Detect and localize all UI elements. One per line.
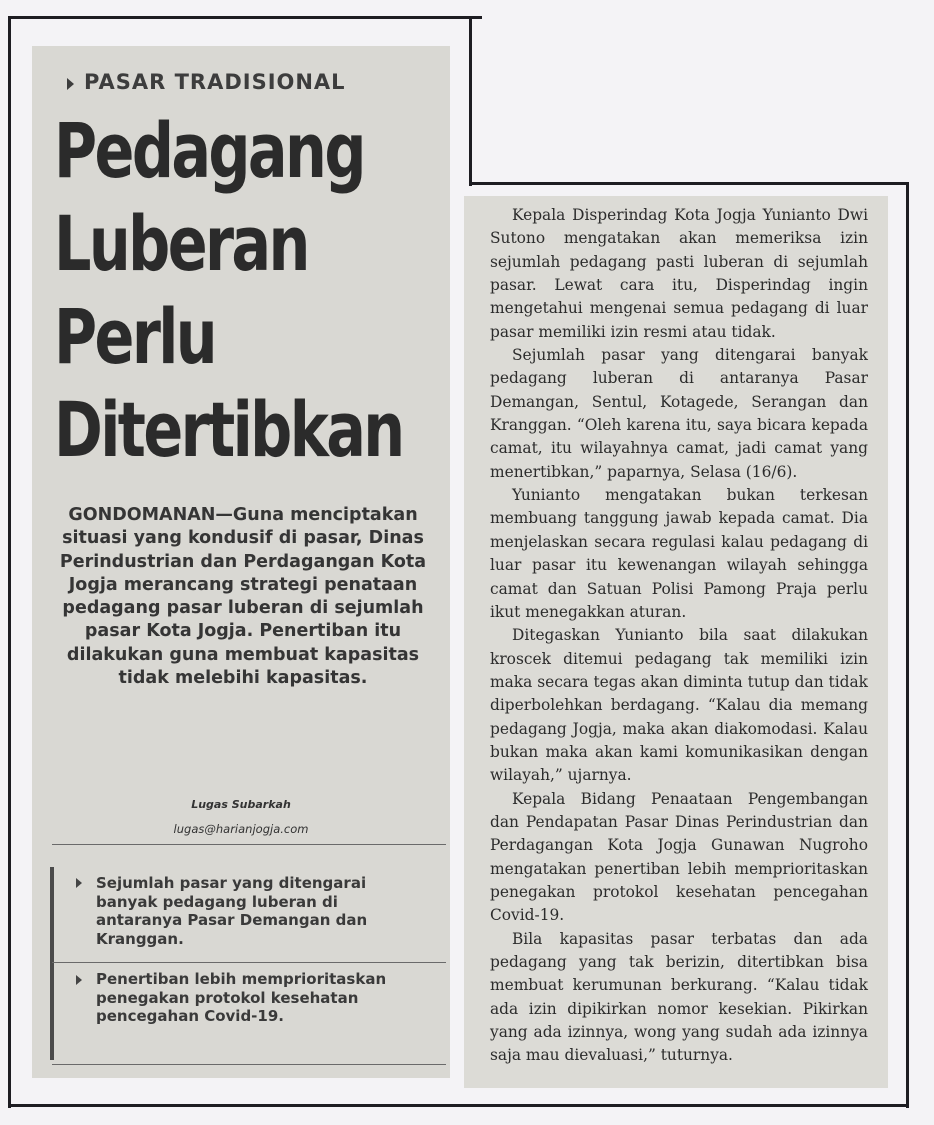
divider [52, 1064, 446, 1065]
body-paragraph: Yunianto mengatakan bukan terkesan membuang tanggung jawab kepada camat. Dia menjelaskan secara regulasi kalau pedagang di luar pasar itu kewenangan wilayah sehingga camat dan Satuan Polisi Pamong Praja perlu ikut menegakkan aturan. [490, 486, 868, 621]
highlight-item: Sejumlah pasar yang ditengarai banyak pedagang luberan di antaranya Pasar Demangan dan Kranggan. [96, 874, 368, 948]
frame-line-bottom [8, 1104, 909, 1107]
headline-line: Pedagang [54, 106, 364, 195]
body-paragraph: Kepala Bidang Penaataan Pengembangan dan Pendapatan Pasar Dinas Perindustrian dan Perdagangan Kota Jogja Gunawan Nugroho mengatakan penertiban lebih memprioritaskan penegakan protokol kesehatan pencegahan Covid-19. [490, 789, 868, 925]
frame-line-step [469, 182, 909, 185]
article-body [490, 204, 868, 1068]
headline-line: Perlu [54, 292, 216, 381]
body-paragraph: Ditegaskan Yunianto bila saat dilakukan kroscek ditemui pedagang tak memiliki izin maka secara tegas akan diminta tutup dan tidak diperbolehkan berdagang. “Kalau dia memang pedagang Jogja, maka akan diakomodasi. Kalau bukan maka akan kami komunikasikan dengan wilayah,” ujarnya. [490, 626, 868, 785]
bullet-arrow-icon [76, 878, 82, 888]
author-name: Lugas Subarkah [191, 798, 291, 811]
headline [54, 104, 403, 476]
divider [52, 962, 446, 963]
bullet-arrow-icon [76, 975, 82, 985]
divider [52, 844, 446, 845]
frame-line-left [8, 16, 11, 1108]
frame-line-right [906, 182, 909, 1108]
author-email: lugas@harianjogja.com [173, 822, 309, 836]
headline-line: Ditertibkan [54, 385, 403, 474]
highlight-item: Penertiban lebih memprioritaskan penegakan protokol kesehatan pencegahan Covid-19. [96, 970, 387, 1025]
clipping-right [464, 196, 888, 1088]
clipping-left [32, 46, 450, 1078]
lead-paragraph: GONDOMANAN—Guna menciptakan situasi yang kondusif di pasar, Dinas Perindustrian dan Perdagangan Kota Jogja merancang strategi penataan pedagang pasar luberan di sejumlah pasar Kota Jogja. Penertiban itu dilakukan guna membuat kapasitas tidak melebihi kapasitas. [59, 505, 427, 689]
headline-line: Luberan [54, 199, 308, 288]
frame-line-middle [469, 16, 472, 186]
body-paragraph: Kepala Disperindag Kota Jogja Yunianto Dwi Sutono mengatakan akan memeriksa izin sejumlah pedagang pasti luberan di sejumlah pasar. Lewat cara itu, Disperindag ingin mengetahui mengenai semua pedagang di luar pasar memiliki izin resmi atau tidak. [490, 206, 868, 341]
kicker-arrow-icon [67, 78, 74, 90]
frame-line-top [8, 16, 482, 19]
section-kicker: PASAR TRADISIONAL [84, 70, 346, 94]
highlight-bar [50, 867, 54, 1060]
body-paragraph: Bila kapasitas pasar terbatas dan ada pedagang yang tak berizin, ditertibkan bisa membuat kerumunan berkurang. “Kalau tidak ada izin dipikirkan nomor kesekian. Pikirkan yang ada izinnya, wong yang sudah ada izinnya saja mau dievaluasi,” tuturnya. [490, 929, 868, 1065]
body-paragraph: Sejumlah pasar yang ditengarai banyak pedagang luberan di antaranya Pasar Demangan, Sentul, Kotagede, Serangan dan Kranggan. “Oleh karena itu, saya bicara kepada camat, itu wilayahnya camat, jadi camat yang menertibkan,” paparnya, Selasa (16/6). [490, 346, 868, 481]
